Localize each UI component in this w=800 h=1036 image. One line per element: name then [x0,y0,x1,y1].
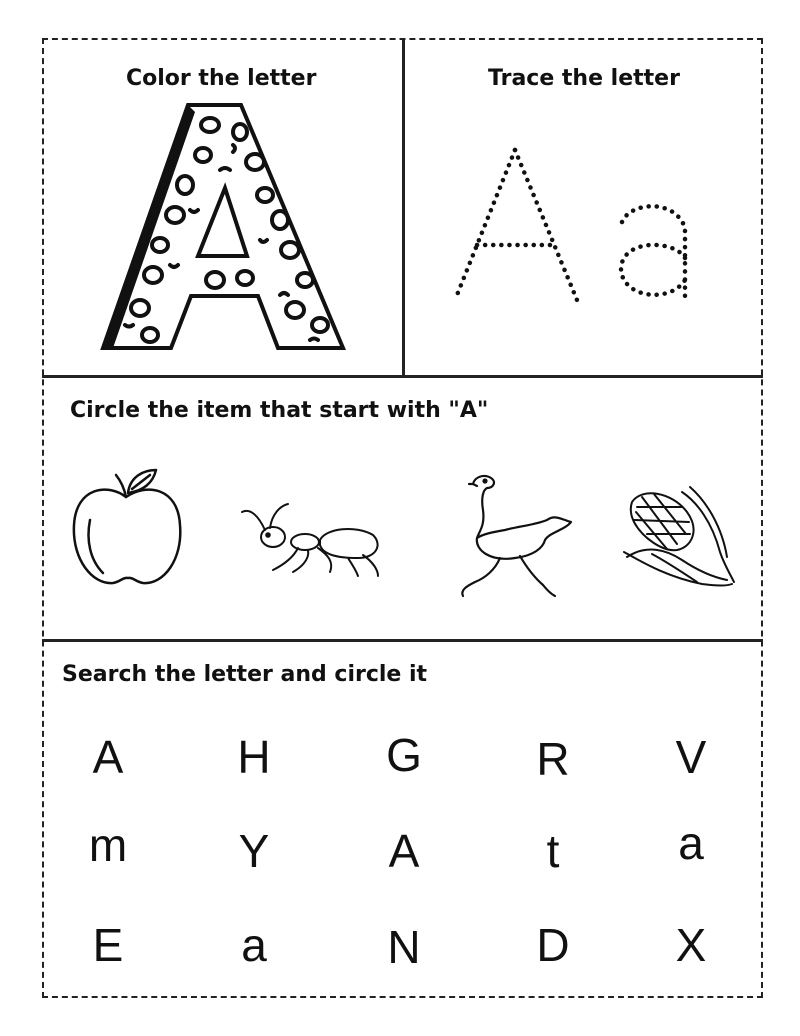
search-letter[interactable]: D [536,919,570,971]
search-letter[interactable]: A [388,825,420,877]
circle-heading: Circle the item that start with "A" [70,398,489,423]
search-letter[interactable]: N [387,921,421,973]
search-letter[interactable]: G [386,729,422,781]
trace-heading: Trace the letter [488,66,680,91]
search-letter[interactable]: m [88,819,128,871]
search-letter[interactable]: A [92,731,124,783]
leopard-letter-a-icon[interactable] [95,100,355,355]
search-letter[interactable]: Y [238,825,270,877]
color-heading: Color the letter [126,66,317,91]
search-letter[interactable]: a [241,919,267,971]
corn-icon[interactable] [622,482,737,592]
search-letter[interactable]: t [546,825,560,877]
search-letter[interactable]: V [675,731,707,783]
search-letter[interactable]: H [237,731,271,783]
trace-letter-a-icon[interactable] [445,140,695,310]
divider-bottom [42,639,763,642]
ant-icon[interactable] [238,500,388,580]
divider-vertical [402,38,405,377]
ostrich-icon[interactable] [455,470,575,605]
search-letter[interactable]: E [92,919,124,971]
search-heading: Search the letter and circle it [62,662,428,687]
search-letter[interactable]: a [678,817,704,869]
search-letter[interactable]: R [536,733,570,785]
search-letter[interactable]: X [675,919,707,971]
apple-icon[interactable] [68,465,186,590]
